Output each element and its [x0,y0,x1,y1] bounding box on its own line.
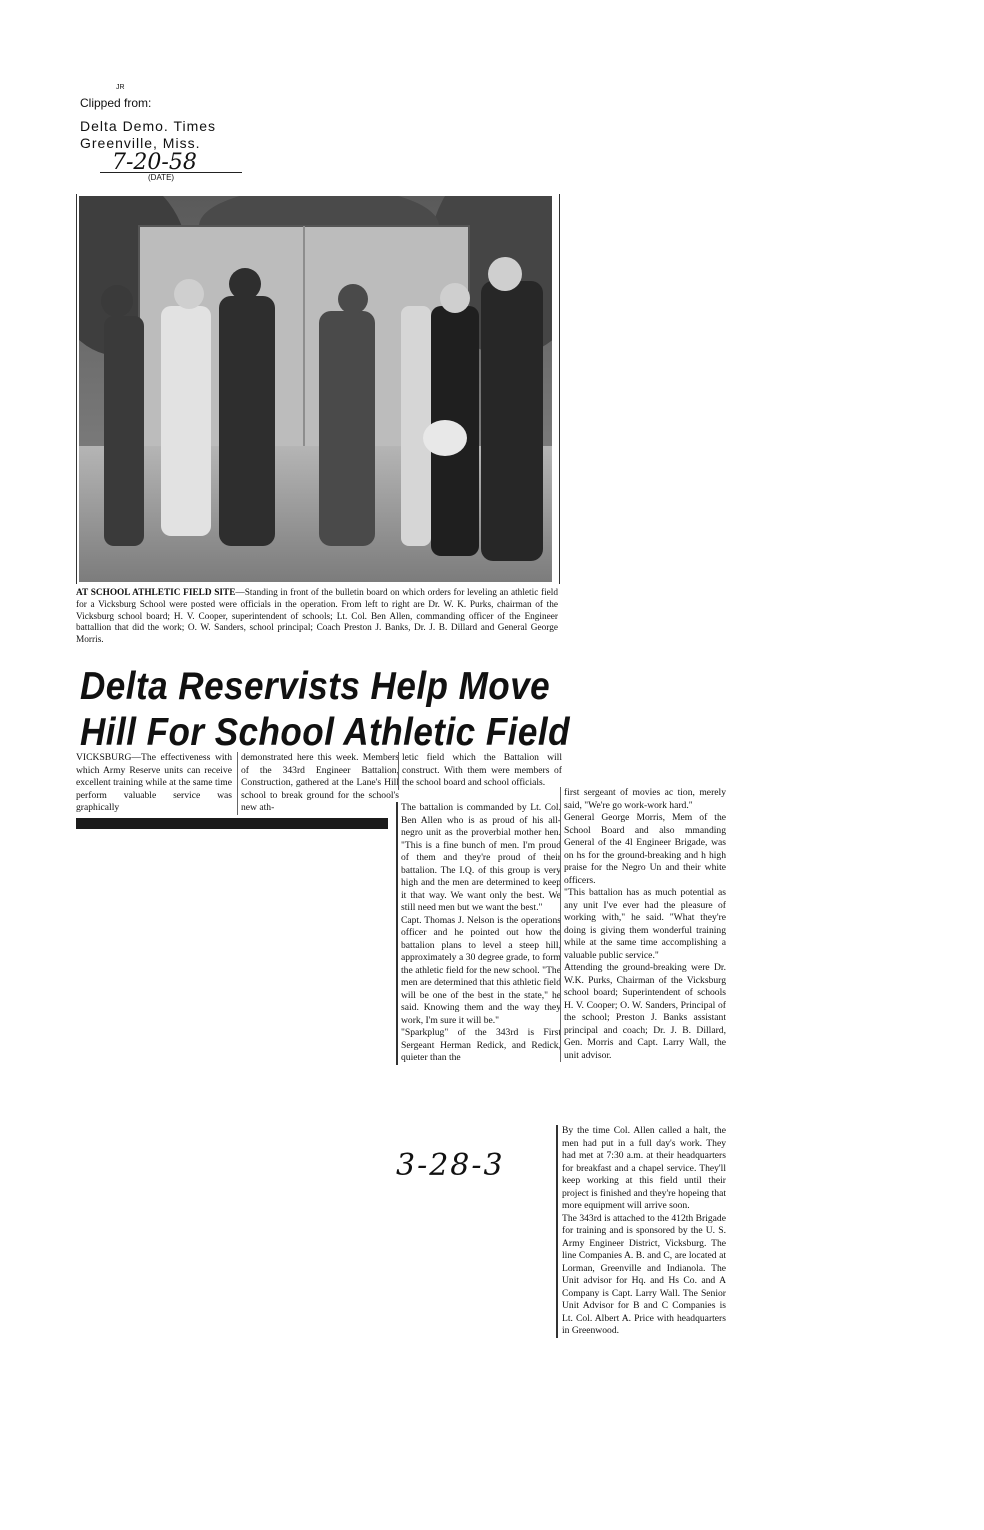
headline-line-1: Delta Reservists Help Move [80,665,551,708]
column-3-text: letic field which the Battalion will construct. With them were members of the school board and school officials. [402,752,562,788]
photo-caption [76,588,558,647]
column-6-paragraph-2: The 343rd is attached to the 412th Brigade for training and is sponsored by the U. S. Army Engineer District, Vicksburg. The line Companies A. B. and C, are located at Lorman, Greenville and Indianola. The Unit advisor for Hq. and Hs Co. and A Company is Capt. Larry Wall. The Senior Unit Advisor for B and C Companies is Lt. Col. Albert A. Price with headquarters in Greenwood. [562,1212,726,1336]
caption-lead: AT SCHOOL ATHLETIC FIELD SITE [76,588,236,598]
column-5-paragraph-4: Attending the ground-breaking were Dr. W.K. Purks, Chairman of the Vicksburg school board; Superintendent of schools H. V. Cooper; O. W. Sanders, Principal of the school; Preston J. Banks assistant principal and coach; Dr. J. B. Dillard, Gen. Morris and Capt. Larry Wall, the unit advisor. [564,962,726,1061]
article-column-1 [76,752,232,815]
article-column-4 [396,802,561,1065]
handwritten-number: 3-28-3 [396,1148,505,1183]
column-5-paragraph-3: "This battalion has as much potential as any unit I've ever had the pleasure of working with," he said. "What they're doing is giving them wonderful training while at the same time accomplishing a valuable public service." [564,887,726,961]
source-location: Greenville, Miss. [80,135,201,151]
date-caption: (DATE) [148,173,175,182]
column-4-paragraph-1: The battalion is commanded by Lt. Col. Ben Allen who is as proud of his all-negro unit as the proverbial mother hen. "This is a fine bunch of men. I'm proud of them and they're proud of their battalion. The I.Q. of this group is very high and the men are determined to keep it that way. We want only the best. We still need men but we want the best." [401,802,561,913]
article-column-3 [398,752,562,790]
column-5-paragraph-1: first sergeant of movies ac tion, merely said, "We're go work-work hard." [564,787,726,811]
handwritten-date: 7-20-58 [112,150,197,175]
headline-line-2: Hill For School Athletic Field [80,711,570,754]
column-5-paragraph-2: General George Morris, Mem of the School Board and also mmanding General of the 4l Engineer Brigade, was on hs for the ground-breaking and h high praise for the Negro Un and their white officers. [564,812,726,886]
column-4-paragraph-3: "Sparkplug" of the 343rd is First Sergeant Herman Redick, and Redick, quieter than the [401,1027,561,1063]
clipped-from-label: Clipped from: [80,96,152,110]
caption-text: —Standing in front of the bulletin board on which orders for leveling an athletic field for a Vicksburg School were posted were officials in the operation. From left to right are Dr. W. K. Purks, chairman of the Vicksburg school board; H. V. Cooper, superintendent of schools; Lt. Col. Ben Allen, commanding officer of the Engineer battallion that did the work; O. W. Sanders, school principal; Coach Preston J. Banks, Dr. J. B. Dillard and General George Morris. [76,588,559,646]
source-newspaper: Delta Demo. Times [80,118,217,134]
article-column-2 [237,752,399,815]
article-column-5 [560,787,726,1062]
article-headline [80,664,570,756]
column-2-text: demonstrated here this week. Members of the 343rd Engineer Battalion, Construction, gathered at the Lane's Hill school to break ground for the school's new ath- [241,752,399,813]
column-4-paragraph-2: Capt. Thomas J. Nelson is the operations officer and he pointed out how the battalion plans to level a steep hill, approximately a 30 degree grade, to form the athletic field for the new school. "The men are determined that this athletic field will be one of the best in the state," he said. Knowing them and the way they work, I'm sure it will be." [401,914,561,1026]
header-mark: JR [116,84,125,91]
column-6-paragraph-1: By the time Col. Allen called a halt, the men had put in a full day's work. They had met at 7:30 a.m. at their headquarters for breakfast and a chapel service. They'll keep working at this field until their project is finished and they're hopeing that more equipment will arrive soon. [562,1125,726,1211]
column-1-text: VICKSBURG—The effectiveness with which Army Reserve units can receive excellent training while at the same time perform valuable service was graphically [76,752,232,813]
dark-rule [76,818,388,829]
article-column-6 [556,1125,726,1338]
news-photo [79,196,552,582]
